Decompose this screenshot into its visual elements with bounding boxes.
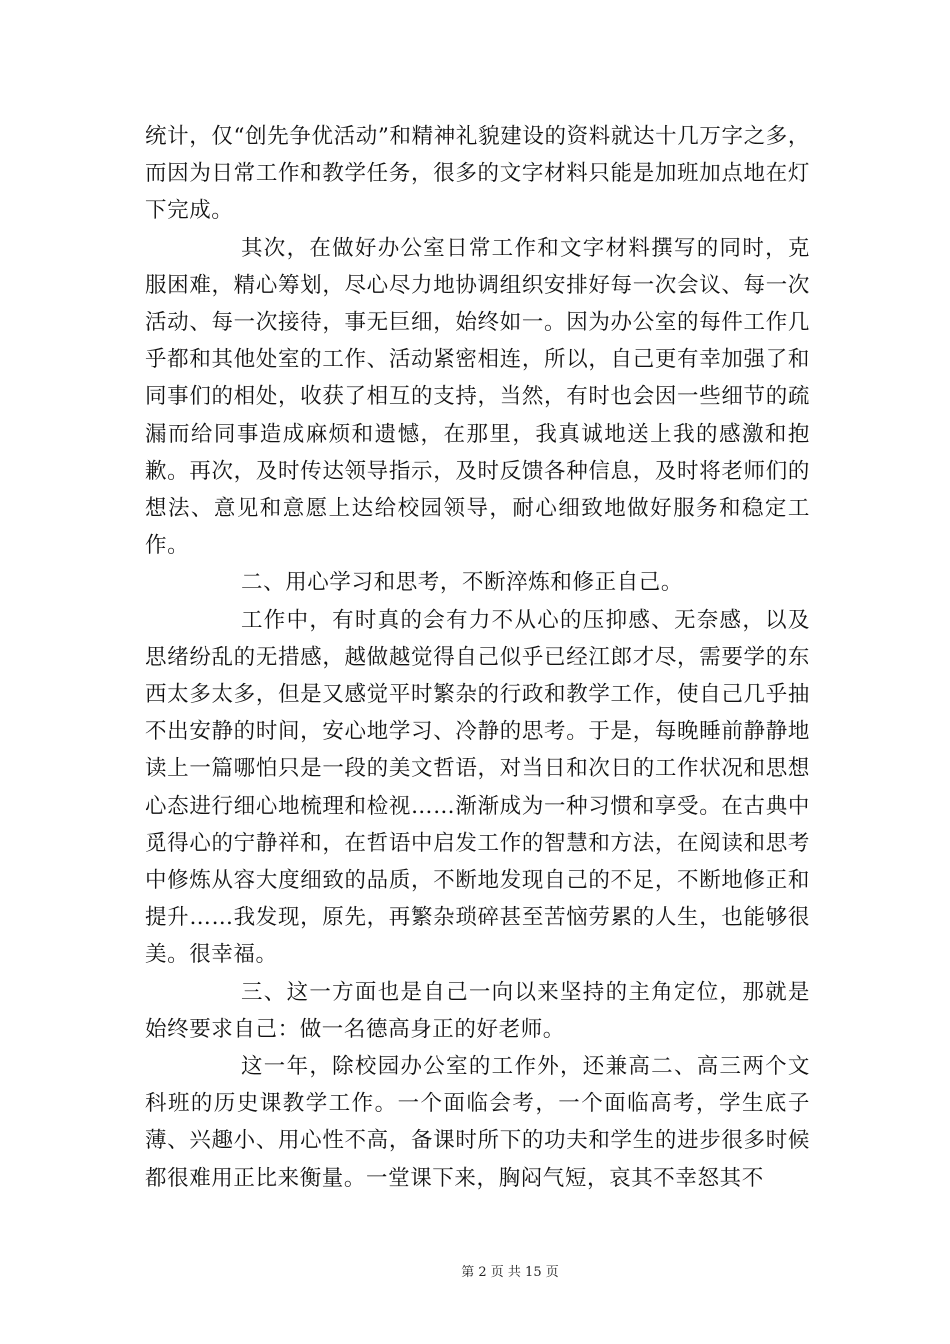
paragraph-4: 这一年，除校园办公室的工作外，还兼高二、高三两个文科班的历史课教学工作。一个面临会考，一个面临高考，学生底子薄、兴趣小、用心性不高，备课时所下的功夫和学生的进步很多时候都很难用正比来衡量。一堂课下来，胸闷气短，哀其不幸怒其不 — [145, 1054, 810, 1191]
paragraph-2: 其次，在做好办公室日常工作和文字材料撰写的同时，克服困难，精心筹划，尽心尽力地协调组织安排好每一次会议、每一次活动、每一次接待，事无巨细，始终如一。因为办公室的每件工作几乎都和其他处室的工作、活动紧密相连，所以，自己更有幸加强了和同事们的相处，收获了相互的支持，当然，有时也会因一些细节的疏漏而给同事造成麻烦和遗憾，在那里，我真诚地送上我的感激和抱歉。再次，及时传达领导指示，及时反馈各种信息，及时将老师们的想法、意见和意愿上达给校园领导，耐心细致地做好服务和稳定工作。 — [145, 235, 810, 559]
section-heading-3: 三、这一方面也是自己一向以来坚持的主角定位，那就是始终要求自己：做一名德高身正的好老师。 — [145, 979, 810, 1042]
paragraph-3: 工作中，有时真的会有力不从心的压抑感、无奈感，以及思绪纷乱的无措感，越做越觉得自己似乎已经江郎才尽，需要学的东西太多太多，但是又感觉平时繁杂的行政和教学工作，使自己几乎抽不出安静的时间，安心地学习、冷静的思考。于是，每晚睡前静静地读上一篇哪怕只是一段的美文哲语，对当日和次日的工作状况和思想心态进行细心地梳理和检视……渐渐成为一种习惯和享受。在古典中觅得心的宁静祥和，在哲语中启发工作的智慧和方法，在阅读和思考中修炼从容大度细致的品质，不断地发现自己的不足，不断地修正和提升……我发现，原先，再繁杂琐碎甚至苦恼劳累的人生，也能够很美。很幸福。 — [145, 607, 810, 968]
document-body — [145, 118, 810, 1197]
paragraph-1: 统计，仅“创先争优活动”和精神礼貌建设的资料就达十几万字之多，而因为日常工作和教学任务，很多的文字材料只能是加班加点地在灯下完成。 — [145, 124, 810, 224]
section-heading-2: 二、用心学习和思考，不断淬炼和修正自己。 — [241, 570, 684, 596]
page-number-footer: 第 2 页 共 15 页 — [461, 1265, 559, 1280]
